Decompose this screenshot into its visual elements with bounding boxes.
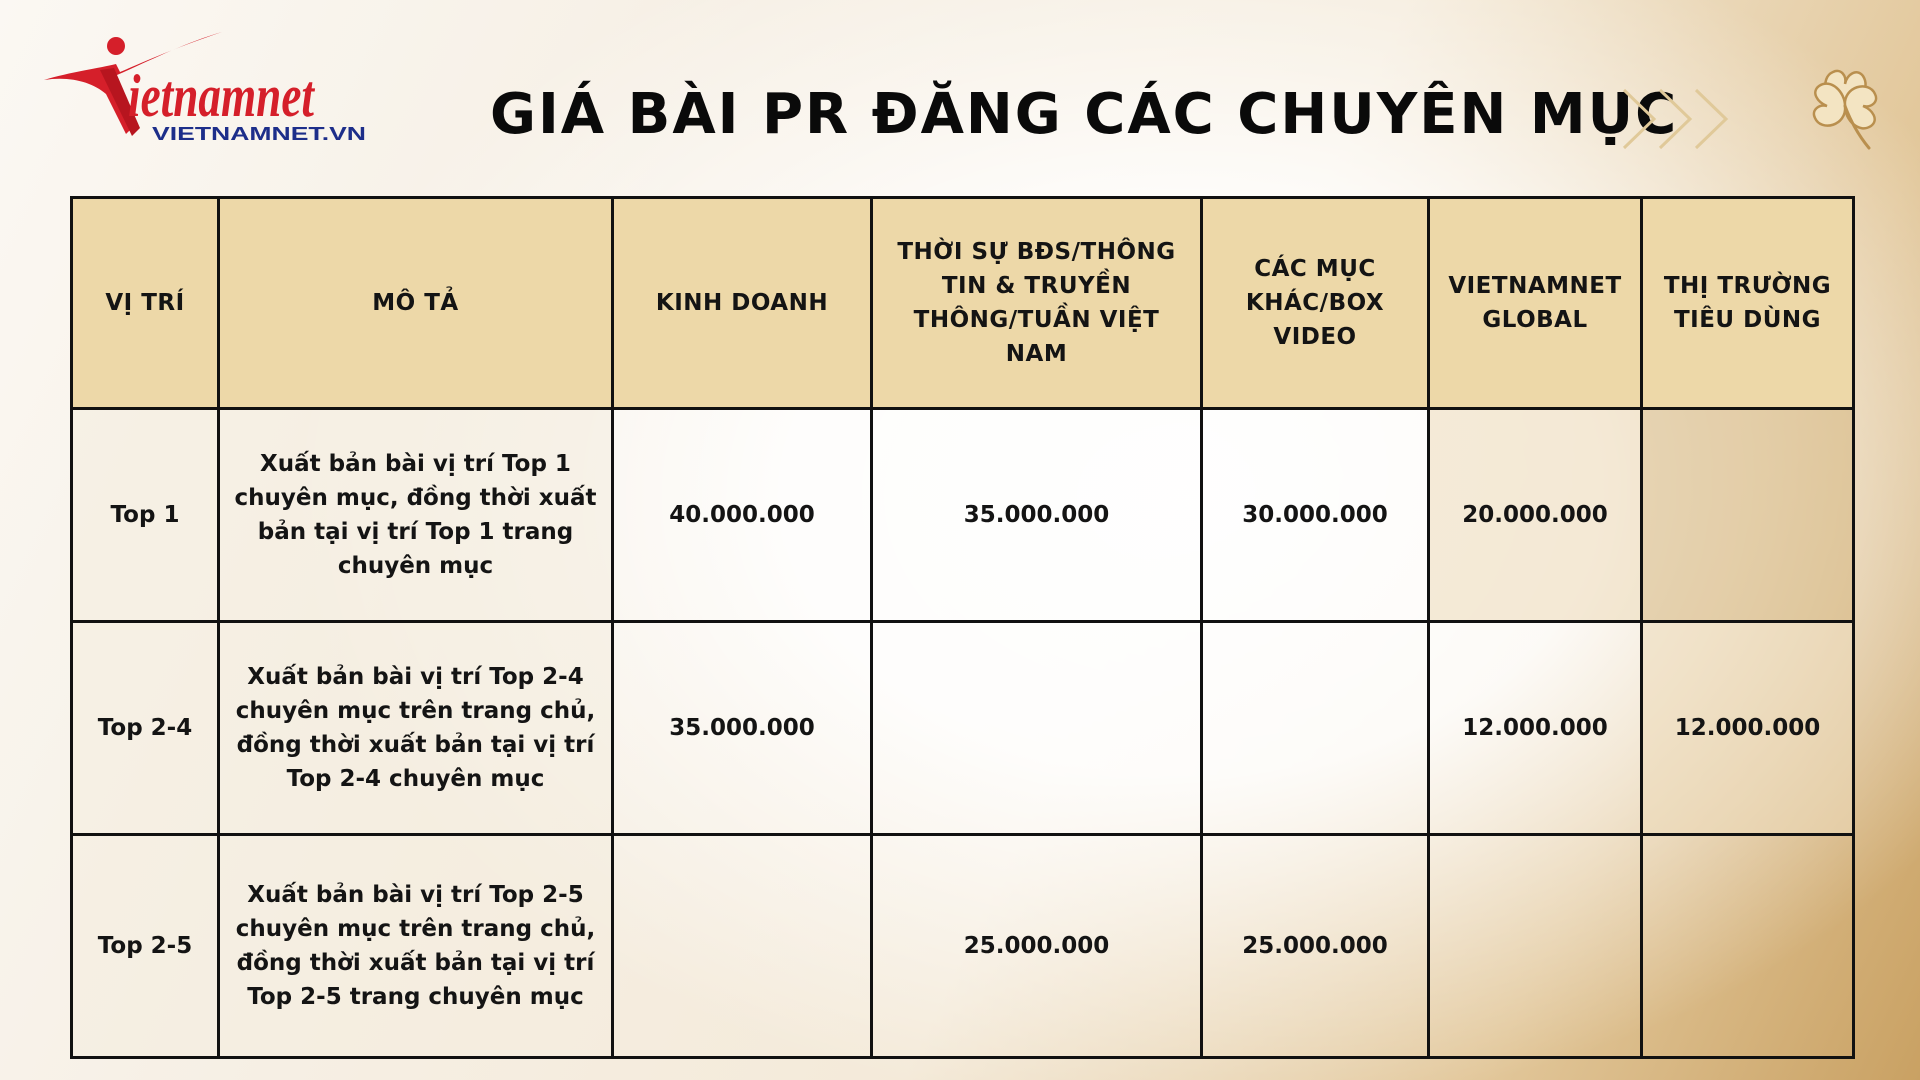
header-kinh-doanh: KINH DOANH	[613, 198, 872, 409]
table-row	[72, 622, 1854, 835]
cell-vietnamnet-global: 20.000.000	[1429, 409, 1642, 622]
cell-description: Xuất bản bài vị trí Top 2-4 chuyên mục trên trang chủ, đồng thời xuất bản tại vị trí Top 2-4 chuyên mục	[219, 622, 613, 835]
clover-icon	[1795, 60, 1895, 156]
vietnamnet-logo	[40, 24, 380, 152]
header-description: MÔ TẢ	[219, 198, 613, 409]
cell-position: Top 2-4	[72, 622, 219, 835]
cell-thi-truong	[1642, 409, 1854, 622]
cell-kinh-doanh: 40.000.000	[613, 409, 872, 622]
table-header-row	[72, 198, 1854, 409]
cell-cac-muc-khac	[1202, 622, 1429, 835]
header-vietnamnet-global: VIETNAMNET GLOBAL	[1429, 198, 1642, 409]
table-row	[72, 835, 1854, 1058]
logo-wordmark: ietnamnet	[128, 63, 316, 129]
header-cac-muc-khac: CÁC MỤC KHÁC/BOX VIDEO	[1202, 198, 1429, 409]
logo-domain: VIETNAMNET.VN	[152, 124, 366, 144]
table-row	[72, 409, 1854, 622]
header-thi-truong: THỊ TRƯỜNG TIÊU DÙNG	[1642, 198, 1854, 409]
cell-thoi-su	[872, 622, 1202, 835]
cell-position: Top 1	[72, 409, 219, 622]
cell-thi-truong	[1642, 835, 1854, 1058]
cell-cac-muc-khac: 30.000.000	[1202, 409, 1429, 622]
cell-thoi-su: 35.000.000	[872, 409, 1202, 622]
cell-kinh-doanh: 35.000.000	[613, 622, 872, 835]
cell-description: Xuất bản bài vị trí Top 1 chuyên mục, đồng thời xuất bản tại vị trí Top 1 trang chuyên mục	[219, 409, 613, 622]
vietnamnet-logo-icon	[40, 24, 380, 152]
cell-cac-muc-khac: 25.000.000	[1202, 835, 1429, 1058]
cell-vietnamnet-global	[1429, 835, 1642, 1058]
cell-thi-truong: 12.000.000	[1642, 622, 1854, 835]
price-table	[70, 196, 1855, 1059]
page-title: GIÁ BÀI PR ĐĂNG CÁC CHUYÊN MỤC	[490, 82, 1679, 147]
cell-description: Xuất bản bài vị trí Top 2-5 chuyên mục trên trang chủ, đồng thời xuất bản tại vị trí Top 2-5 trang chuyên mục	[219, 835, 613, 1058]
cell-vietnamnet-global: 12.000.000	[1429, 622, 1642, 835]
header-thoi-su: THỜI SỰ BĐS/THÔNG TIN & TRUYỀN THÔNG/TUẦN VIỆT NAM	[872, 198, 1202, 409]
header-position: VỊ TRÍ	[72, 198, 219, 409]
triple-chevron-right-icon	[1620, 86, 1740, 152]
cell-position: Top 2-5	[72, 835, 219, 1058]
cell-kinh-doanh	[613, 835, 872, 1058]
cell-thoi-su: 25.000.000	[872, 835, 1202, 1058]
